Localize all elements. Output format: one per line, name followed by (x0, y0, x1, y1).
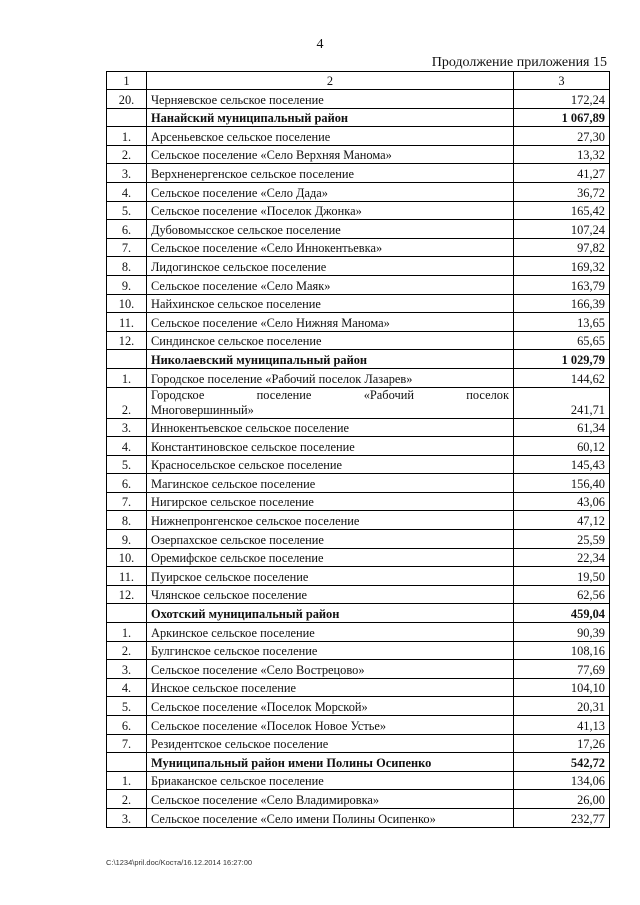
row-number: 5. (107, 201, 147, 220)
row-number: 2. (107, 145, 147, 164)
area-value: 90,39 (514, 623, 610, 642)
settlement-name: Сельское поселение «Село Владимировка» (147, 790, 514, 809)
area-value: 62,56 (514, 585, 610, 604)
row-number: 5. (107, 455, 147, 474)
table-row (107, 145, 610, 164)
table-row (107, 548, 610, 567)
settlement-name: Сельское поселение «Село Вострецово» (147, 660, 514, 679)
area-value: 104,10 (514, 678, 610, 697)
settlement-name: Городское поселение «Рабочий поселок Лазарев» (147, 368, 514, 387)
row-number: 7. (107, 734, 147, 753)
settlement-name: Магинское сельское поселение (147, 474, 514, 493)
table-row (107, 585, 610, 604)
row-number: 9. (107, 275, 147, 294)
settlement-name: Булгинское сельское поселение (147, 641, 514, 660)
settlement-name-word: поселение (256, 387, 312, 402)
file-path-footer: C:\1234\pril.doc/Kocтa/16.12.2014 16:27:00 (106, 858, 253, 867)
table-row (107, 294, 610, 313)
settlement-name: Арсеньевское сельское поселение (147, 127, 514, 146)
row-number (107, 350, 147, 369)
table-row (107, 455, 610, 474)
settlements-table (106, 71, 610, 828)
page-number: 4 (316, 37, 324, 52)
area-value: 172,24 (514, 90, 610, 109)
table-row (107, 716, 610, 735)
row-number: 11. (107, 313, 147, 332)
area-value: 134,06 (514, 771, 610, 790)
table-row (107, 331, 610, 350)
row-number: 6. (107, 474, 147, 493)
area-value: 145,43 (514, 455, 610, 474)
district-name: Охотский муниципальный район (147, 604, 514, 623)
table-row (107, 313, 610, 332)
row-number: 7. (107, 238, 147, 257)
settlement-name: Пуирское сельское поселение (147, 567, 514, 586)
table-row (107, 275, 610, 294)
row-number: 7. (107, 492, 147, 511)
table-body (107, 72, 610, 828)
table-row (107, 201, 610, 220)
column-header-1: 1 (107, 72, 147, 90)
area-value: 156,40 (514, 474, 610, 493)
settlement-name-word: поселок (466, 387, 509, 402)
settlement-name: Синдинское сельское поселение (147, 331, 514, 350)
table-row (107, 220, 610, 239)
row-number: 3. (107, 418, 147, 437)
district-name: Николаевский муниципальный район (147, 350, 514, 369)
row-number (107, 604, 147, 623)
row-number: 2. (107, 790, 147, 809)
settlement-name: Найхинское сельское поселение (147, 294, 514, 313)
row-number: 20. (107, 90, 147, 109)
table-row (107, 808, 610, 827)
table-row (107, 623, 610, 642)
area-value: 41,27 (514, 164, 610, 183)
table-row (107, 368, 610, 387)
area-value: 163,79 (514, 275, 610, 294)
table-row (107, 660, 610, 679)
row-number: 2. (107, 387, 147, 418)
row-number: 5. (107, 697, 147, 716)
area-value: 17,26 (514, 734, 610, 753)
row-number: 2. (107, 641, 147, 660)
settlement-name: Сельское поселение «Поселок Морской» (147, 697, 514, 716)
table-row (107, 418, 610, 437)
table-row (107, 530, 610, 549)
table-row (107, 790, 610, 809)
table-row (107, 474, 610, 493)
district-row (107, 350, 610, 369)
table-row (107, 127, 610, 146)
district-row (107, 753, 610, 772)
row-number: 1. (107, 368, 147, 387)
table-row (107, 257, 610, 276)
settlement-name-word: Городское (151, 387, 205, 402)
area-value: 542,72 (514, 753, 610, 772)
settlement-name: Сельское поселение «Село Нижняя Манома» (147, 313, 514, 332)
table-row (107, 164, 610, 183)
settlement-name-line-2: Многовершинный» (151, 402, 254, 417)
area-value: 25,59 (514, 530, 610, 549)
area-value: 27,30 (514, 127, 610, 146)
area-value: 43,06 (514, 492, 610, 511)
area-value: 65,65 (514, 331, 610, 350)
settlement-name: Озерпахское сельское поселение (147, 530, 514, 549)
settlement-name: Нижнепронгенское сельское поселение (147, 511, 514, 530)
table-row (107, 387, 610, 418)
table-row (107, 437, 610, 456)
area-value: 22,34 (514, 548, 610, 567)
table-row (107, 771, 610, 790)
row-number: 6. (107, 716, 147, 735)
area-value: 1 029,79 (514, 350, 610, 369)
area-value: 19,50 (514, 567, 610, 586)
row-number: 4. (107, 182, 147, 201)
settlement-name: Сельское поселение «Поселок Джонка» (147, 201, 514, 220)
area-value: 1 067,89 (514, 108, 610, 127)
table-row (107, 182, 610, 201)
district-name: Нанайский муниципальный район (147, 108, 514, 127)
table-row (107, 90, 610, 109)
area-value: 36,72 (514, 182, 610, 201)
settlement-name: Черняевское сельское поселение (147, 90, 514, 109)
settlement-name: Константиновское сельское поселение (147, 437, 514, 456)
row-number: 11. (107, 567, 147, 586)
row-number: 4. (107, 678, 147, 697)
table-header-row (107, 72, 610, 90)
row-number: 8. (107, 257, 147, 276)
settlement-name: Лидогинское сельское поселение (147, 257, 514, 276)
settlement-name (147, 387, 514, 418)
settlement-name: Дубовомысское сельское поселение (147, 220, 514, 239)
area-value: 241,71 (514, 387, 610, 418)
area-value: 165,42 (514, 201, 610, 220)
row-number: 3. (107, 808, 147, 827)
column-header-2: 2 (147, 72, 514, 90)
area-value: 13,65 (514, 313, 610, 332)
row-number: 1. (107, 623, 147, 642)
area-value: 166,39 (514, 294, 610, 313)
settlement-name: Сельское поселение «Поселок Новое Устье» (147, 716, 514, 735)
row-number (107, 753, 147, 772)
settlement-name: Бриаканское сельское поселение (147, 771, 514, 790)
area-value: 41,13 (514, 716, 610, 735)
settlement-name-word: «Рабочий (363, 387, 414, 402)
settlement-name: Иннокентьевское сельское поселение (147, 418, 514, 437)
settlement-name: Оремифское сельское поселение (147, 548, 514, 567)
row-number: 10. (107, 294, 147, 313)
appendix-continuation-note: Продолжение приложения 15 (431, 55, 607, 70)
settlement-name: Красносельское сельское поселение (147, 455, 514, 474)
row-number: 9. (107, 530, 147, 549)
table-row (107, 567, 610, 586)
district-row (107, 108, 610, 127)
row-number: 12. (107, 331, 147, 350)
table-row (107, 641, 610, 660)
row-number: 4. (107, 437, 147, 456)
area-value: 26,00 (514, 790, 610, 809)
column-header-3: 3 (514, 72, 610, 90)
area-value: 144,62 (514, 368, 610, 387)
settlement-name-line-1 (151, 388, 509, 403)
settlement-name: Сельское поселение «Село Дада» (147, 182, 514, 201)
area-value: 20,31 (514, 697, 610, 716)
area-value: 169,32 (514, 257, 610, 276)
table-row (107, 734, 610, 753)
area-value: 61,34 (514, 418, 610, 437)
row-number: 3. (107, 660, 147, 679)
table-row (107, 697, 610, 716)
row-number: 6. (107, 220, 147, 239)
settlement-name: Резидентское сельское поселение (147, 734, 514, 753)
settlement-name: Аркинское сельское поселение (147, 623, 514, 642)
row-number (107, 108, 147, 127)
settlement-name: Верхненергенское сельское поселение (147, 164, 514, 183)
row-number: 3. (107, 164, 147, 183)
area-value: 77,69 (514, 660, 610, 679)
area-value: 97,82 (514, 238, 610, 257)
table-row (107, 678, 610, 697)
row-number: 10. (107, 548, 147, 567)
settlement-name: Члянское сельское поселение (147, 585, 514, 604)
area-value: 459,04 (514, 604, 610, 623)
area-value: 60,12 (514, 437, 610, 456)
row-number: 8. (107, 511, 147, 530)
table-row (107, 511, 610, 530)
settlement-name: Сельское поселение «Село Верхняя Манома» (147, 145, 514, 164)
area-value: 107,24 (514, 220, 610, 239)
table-row (107, 238, 610, 257)
row-number: 12. (107, 585, 147, 604)
settlement-name: Сельское поселение «Село имени Полины Осипенко» (147, 808, 514, 827)
district-name: Муниципальный район имени Полины Осипенко (147, 753, 514, 772)
settlement-name: Нигирское сельское поселение (147, 492, 514, 511)
settlement-name: Сельское поселение «Село Иннокентьевка» (147, 238, 514, 257)
district-row (107, 604, 610, 623)
settlement-name: Инское сельское поселение (147, 678, 514, 697)
table-row (107, 492, 610, 511)
area-value: 232,77 (514, 808, 610, 827)
settlement-name: Сельское поселение «Село Маяк» (147, 275, 514, 294)
row-number: 1. (107, 127, 147, 146)
area-value: 13,32 (514, 145, 610, 164)
area-value: 47,12 (514, 511, 610, 530)
area-value: 108,16 (514, 641, 610, 660)
row-number: 1. (107, 771, 147, 790)
